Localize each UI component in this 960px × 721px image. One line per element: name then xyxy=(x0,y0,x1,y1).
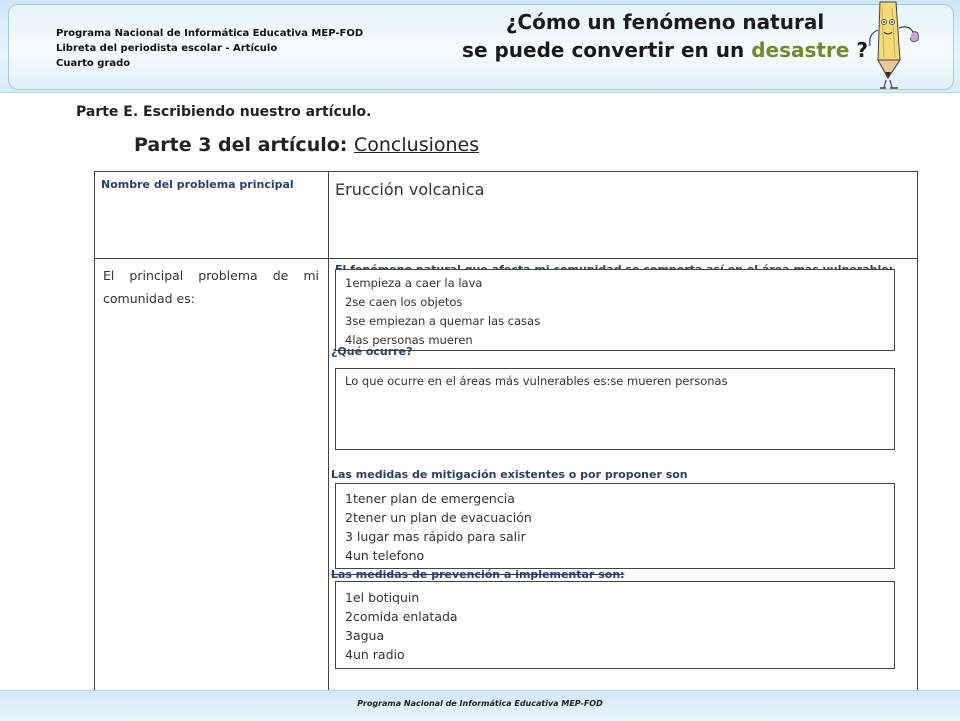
pencil-mascot-icon xyxy=(862,0,926,92)
part-label: Parte 3 del artículo: xyxy=(134,134,354,156)
answer-line: 1tener plan de emergencia xyxy=(345,491,515,506)
title-line-1: ¿Cómo un fenómeno natural xyxy=(505,10,825,34)
prevention-answer-box xyxy=(335,581,895,669)
answer-line: 3agua xyxy=(345,628,385,643)
header-banner xyxy=(0,0,960,93)
title-line-2 xyxy=(462,38,868,62)
problem-name-value: Erucción volcanica xyxy=(335,180,485,199)
part-subtitle: Conclusiones xyxy=(354,134,480,156)
title-highlight: desastre xyxy=(751,38,850,62)
answer-line: 4las personas mueren xyxy=(345,333,473,347)
title-suffix: ? xyxy=(849,38,868,62)
part-title xyxy=(134,134,479,156)
notebook-name: Libreta del periodista escolar - Artículo xyxy=(56,43,278,54)
conclusions-table xyxy=(94,171,918,700)
answer-line: 2se caen los objetos xyxy=(345,295,463,309)
answer-line: 1empieza a caer la lava xyxy=(345,276,483,290)
answer-line: 3se empiezan a quemar las casas xyxy=(345,314,541,328)
footer-text: Programa Nacional de Informática Educativa MEP-FOD xyxy=(357,699,603,708)
footer-bar xyxy=(0,690,960,721)
grade-label: Cuarto grado xyxy=(56,58,131,69)
answer-line: 1el botiquin xyxy=(345,590,420,605)
answer-line: 2tener un plan de evacuación xyxy=(345,510,532,525)
what-happens-question: ¿Qué ocurre? xyxy=(331,345,413,358)
answer-line: 4un telefono xyxy=(345,548,425,563)
mitigation-question: Las medidas de mitigación existentes o por proponer son xyxy=(331,468,688,481)
problem-name-label: Nombre del problema principal xyxy=(101,178,294,191)
table-row-divider xyxy=(95,258,917,259)
table-column-divider xyxy=(328,172,329,700)
mitigation-answer-box xyxy=(335,483,895,569)
main-problem-label: El principal problema de mi comunidad es: xyxy=(103,268,319,306)
answer-line: Lo que ocurre en el áreas más vulnerables es:se mueren personas xyxy=(345,374,728,388)
answer-line: 4un radio xyxy=(345,647,405,662)
program-name: Programa Nacional de Informática Educativa MEP-FOD xyxy=(56,28,364,39)
section-heading: Parte E. Escribiendo nuestro artículo. xyxy=(76,104,372,120)
answer-line: 2comida enlatada xyxy=(345,609,458,624)
program-info xyxy=(56,26,363,71)
phenomenon-answer-box xyxy=(335,269,895,351)
what-happens-answer-box xyxy=(335,368,895,450)
answer-line: 3 lugar mas rápido para salir xyxy=(345,529,526,544)
title-prefix: se puede convertir en un xyxy=(462,38,752,62)
prevention-question: Las medidas de prevención a implementar son: xyxy=(331,568,625,581)
page-title xyxy=(430,8,900,64)
